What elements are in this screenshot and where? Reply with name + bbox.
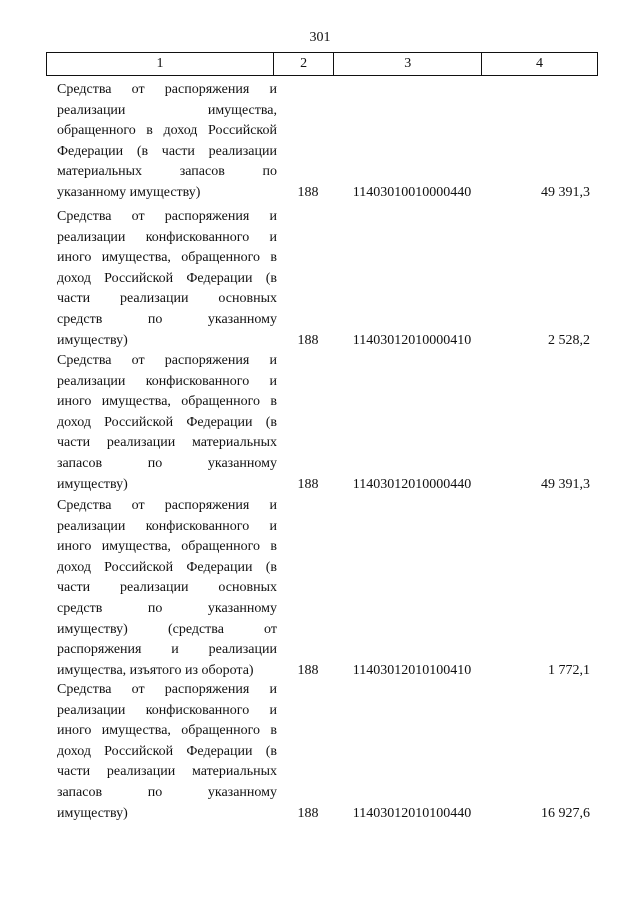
description-line: реализации имущества, <box>57 102 277 118</box>
description-line: Средства от распоряжения и <box>57 209 277 224</box>
row-code: 188 <box>297 332 319 348</box>
row-kbk: 11403012010100440 <box>352 805 472 821</box>
description-line: Средства от распоряжения и <box>57 682 277 697</box>
description-line: Средства от распоряжения и <box>57 353 277 368</box>
row-amount: 49 391,3 <box>541 476 590 492</box>
description-line: имуществу) <box>57 805 128 821</box>
description-line: иного имущества, обращенного в <box>57 723 277 739</box>
description-line: части реализации основных <box>57 580 277 596</box>
row-description <box>57 80 277 204</box>
description-line: доход Российской Федерации (в <box>57 414 277 430</box>
page-number: 301 <box>309 30 331 45</box>
description-line: обращенного в доход Российской <box>57 123 277 139</box>
description-line: части реализации материальных <box>57 435 277 451</box>
row-kbk: 11403012010100410 <box>352 662 472 678</box>
row-code: 188 <box>297 662 319 678</box>
row-code: 188 <box>297 185 319 200</box>
column-header-1: 1 <box>47 53 274 76</box>
description-line: доход Российской Федерации (в <box>57 743 277 759</box>
description-line: Федерации (в части реализации <box>57 143 277 159</box>
description-line: материальных запасов по <box>57 164 277 180</box>
description-line: указанному имуществу) <box>57 184 201 200</box>
row-kbk: 11403010010000440 <box>352 185 472 200</box>
description-line: реализации конфискованного и <box>57 518 277 534</box>
description-line: иного имущества, обращенного в <box>57 250 277 266</box>
row-amount: 49 391,3 <box>541 185 590 200</box>
row-kbk: 11403012010000440 <box>352 476 472 492</box>
row-description <box>57 207 277 351</box>
description-line: средств по указанному <box>57 600 277 616</box>
row-description <box>57 351 277 495</box>
description-line: запасов по указанному <box>57 784 277 800</box>
description-line: реализации конфискованного и <box>57 702 277 718</box>
column-header-3: 3 <box>334 53 482 76</box>
description-line: Средства от распоряжения и <box>57 82 277 97</box>
description-line: иного имущества, обращенного в <box>57 539 277 555</box>
description-line: запасов по указанному <box>57 455 277 471</box>
row-description <box>57 496 277 681</box>
description-line: имуществу) (средства от <box>57 621 277 637</box>
row-amount: 1 772,1 <box>548 662 590 678</box>
description-line: средств по указанному <box>57 311 277 327</box>
column-header-table <box>46 52 598 76</box>
description-line: части реализации материальных <box>57 764 277 780</box>
column-header-2: 2 <box>273 53 333 76</box>
row-code: 188 <box>297 805 319 821</box>
description-line: имуществу) <box>57 332 128 348</box>
description-line: реализации конфискованного и <box>57 229 277 245</box>
description-line: реализации конфискованного и <box>57 373 277 389</box>
column-header-4: 4 <box>482 53 598 76</box>
description-line: имуществу) <box>57 476 128 492</box>
description-line: доход Российской Федерации (в <box>57 270 277 286</box>
description-line: иного имущества, обращенного в <box>57 394 277 410</box>
description-line: доход Российской Федерации (в <box>57 559 277 575</box>
row-amount: 16 927,6 <box>541 805 590 821</box>
row-code: 188 <box>297 476 319 492</box>
description-line: распоряжения и реализации <box>57 642 277 658</box>
row-kbk: 11403012010000410 <box>352 332 472 348</box>
description-line: имущества, изъятого из оборота) <box>57 662 254 678</box>
description-line: части реализации основных <box>57 291 277 307</box>
description-line: Средства от распоряжения и <box>57 498 277 513</box>
row-description <box>57 680 277 824</box>
row-amount: 2 528,2 <box>548 332 590 348</box>
